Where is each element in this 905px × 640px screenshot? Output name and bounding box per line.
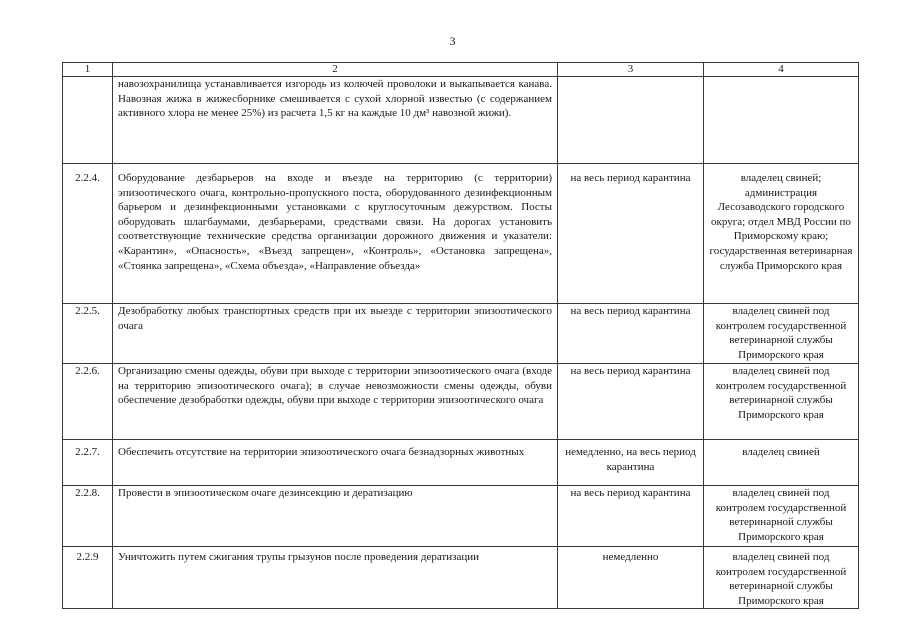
- row-description: Провести в эпизоотическом очаге дезинсекцию и дератизацию: [113, 486, 558, 547]
- row-term: [558, 77, 704, 164]
- row-description: Дезобработку любых транспортных средств при их выезде с территории эпизоотического очага: [113, 304, 558, 364]
- row-term: немедленно: [558, 547, 704, 609]
- table-header-row: [63, 63, 859, 77]
- row-number: [63, 77, 113, 164]
- column-header-4: 4: [704, 63, 859, 77]
- row-number: 2.2.5.: [63, 304, 113, 364]
- row-responsible: владелец свиней под контролем государственной ветеринарной службы Приморского края: [704, 364, 859, 440]
- row-responsible: владелец свиней: [704, 440, 859, 486]
- table-row: [63, 77, 859, 164]
- table-row: [63, 547, 859, 609]
- page-number: 3: [449, 34, 456, 48]
- row-number: 2.2.9: [63, 547, 113, 609]
- row-description: Обеспечить отсутствие на территории эпизоотического очага безнадзорных животных: [113, 440, 558, 486]
- table-row: [63, 164, 859, 304]
- column-header-1: 1: [63, 63, 113, 77]
- table-row: [63, 440, 859, 486]
- row-responsible: владелец свиней под контролем государственной ветеринарной службы Приморского края: [704, 486, 859, 547]
- row-term: на весь период карантина: [558, 164, 704, 304]
- row-term: на весь период карантина: [558, 364, 704, 440]
- table-row: [63, 304, 859, 364]
- row-number: 2.2.8.: [63, 486, 113, 547]
- column-header-3: 3: [558, 63, 704, 77]
- measures-table: [62, 62, 859, 609]
- row-term: немедленно, на весь период карантина: [558, 440, 704, 486]
- row-responsible: [704, 77, 859, 164]
- row-description: Организацию смены одежды, обуви при выходе с территории эпизоотического очага (входе на территорию эпизоотического очага); в случае невозможности смены одежды, обуви обеспечение дезобработки одежды, обуви при выходе с территории эпизоотического очага: [113, 364, 558, 440]
- row-number: 2.2.4.: [63, 164, 113, 304]
- table-row: [63, 364, 859, 440]
- row-term: на весь период карантина: [558, 304, 704, 364]
- row-number: 2.2.7.: [63, 440, 113, 486]
- row-description: навозохранилища устанавливается изгородь из колючей проволоки и выкапывается канава. Навозная жижа в жижесборнике смешивается с сухой хлорной известью (с содержанием активного хлора не менее 25%) из расчета 1,5 кг на каждые 10 дм³ навозной жижи).: [113, 77, 558, 164]
- row-description: Уничтожить путем сжигания трупы грызунов после проведения дератизации: [113, 547, 558, 609]
- row-responsible: владелец свиней; администрация Лесозаводского городского округа; отдел МВД России по Приморскому краю; государственная ветеринарная служба Приморского края: [704, 164, 859, 304]
- row-number: 2.2.6.: [63, 364, 113, 440]
- table-row: [63, 486, 859, 547]
- row-description: Оборудование дезбарьеров на входе и въезде на территорию (с территории) эпизоотического очага, контрольно-пропускного поста, оборудованного дезинфекционным барьером и дезинфекционными установками с круглосуточным дежурством. Посты оборудовать шлагбаумами, дезбарьерами, средствами связи. На дорогах установить соответствующие технические средства организации дорожного движения и указатели: «Карантин», «Опасность», «Въезд запрещен», «Контроль», «Остановка запрещена», «Стоянка запрещена», «Схема объезда», «Направление объезда»: [113, 164, 558, 304]
- row-responsible: владелец свиней под контролем государственной ветеринарной службы Приморского края: [704, 547, 859, 609]
- row-term: на весь период карантина: [558, 486, 704, 547]
- row-responsible: владелец свиней под контролем государственной ветеринарной службы Приморского края: [704, 304, 859, 364]
- column-header-2: 2: [113, 63, 558, 77]
